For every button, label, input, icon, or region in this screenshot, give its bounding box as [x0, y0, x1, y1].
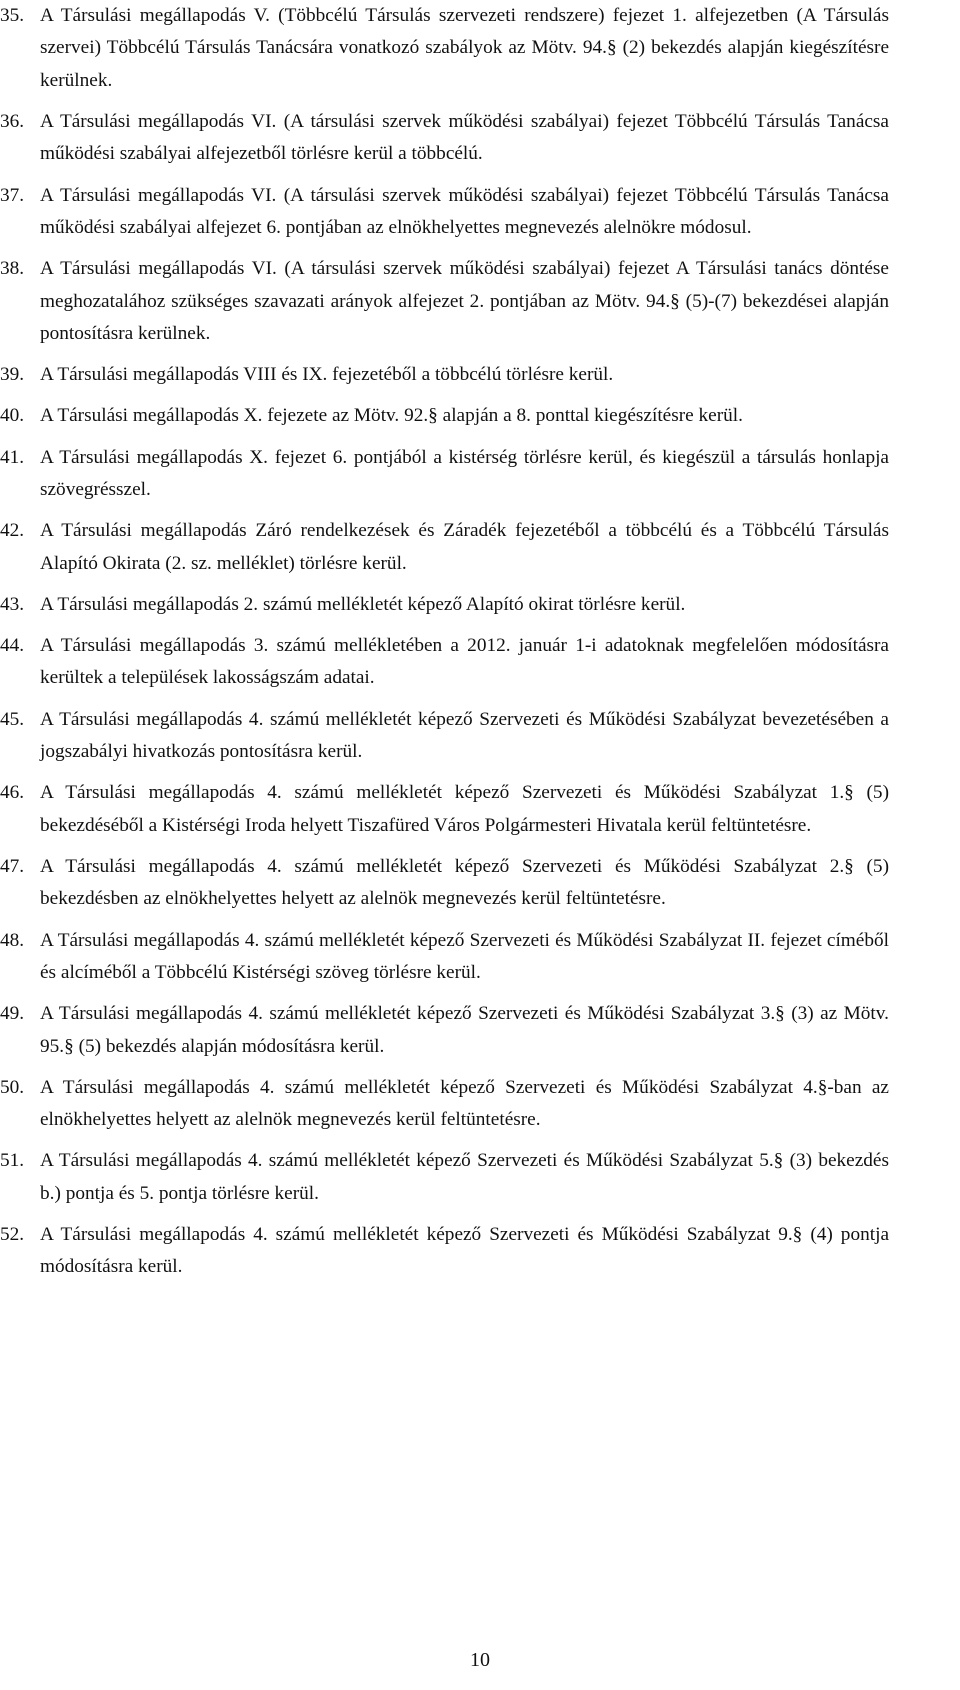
- item-text: A Társulási megállapodás VI. (A társulási szervek működési szabályai) fejezet Többcélú Társulás Tanácsa működési szabályai alfejezet 6. pontjában az elnökhelyettes megnevezés alelnökre módosul.: [40, 184, 889, 239]
- item-text: A Társulási megállapodás V. (Többcélú Társulás szervezeti rendszere) fejezet 1. alfejezetben (A Társulás szervei) Többcélú Társulás Tanácsára vonatkozó szabályok az Mötv. 94.§ (2) bekezdés alapján kiegészítésre kerülnek.: [40, 5, 889, 91]
- list-item: [0, 630, 960, 695]
- item-number: 36.: [0, 111, 25, 133]
- list-item: [0, 1145, 960, 1210]
- item-number: 48.: [0, 929, 25, 951]
- list-item: [0, 180, 960, 245]
- item-text: A Társulási megállapodás VI. (A társulási szervek működési szabályai) fejezet A Társulási tanács döntése meghozatalához szükséges szavazati arányok alfejezet 2. pontjában az Mötv. 94.§ (5)-(7) bekezdései alapján pontosításra kerülnek.: [40, 258, 889, 345]
- item-text: A Társulási megállapodás VIII és IX. fejezetéből a többcélú törlésre kerül.: [40, 364, 614, 386]
- item-text: A Társulási megállapodás X. fejezet 6. pontjából a kistérség törlésre kerül, és kiegészül a társulás honlapja szövegrésszel.: [40, 446, 889, 501]
- list-item: [0, 1219, 960, 1284]
- item-text: A Társulási megállapodás VI. (A társulási szervek működési szabályai) fejezet Többcélú Társulás Tanácsa működési szabályai alfejezetből törlésre kerül a többcélú.: [40, 111, 889, 165]
- item-text: A Társulási megállapodás 4. számú mellékletét képező Szervezeti és Működési Szabályzat 3.§ (3) az Mötv. 95.§ (5) bekezdés alapján módosításra kerül.: [40, 1003, 889, 1057]
- list-item: [0, 925, 960, 990]
- list-item: [0, 704, 960, 769]
- list-item: [0, 0, 960, 97]
- item-number: 52.: [0, 1223, 25, 1245]
- item-number: 50.: [0, 1076, 25, 1098]
- item-number: 49.: [0, 1003, 25, 1025]
- item-number: 46.: [0, 782, 25, 804]
- list-item: [0, 442, 960, 507]
- item-number: 47.: [0, 855, 25, 877]
- item-text: A Társulási megállapodás 4. számú mellékletét képező Szervezeti és Működési Szabályzat 1.§ (5) bekezdéséből a Kistérségi Iroda helyett Tiszafüred Város Polgármesteri Hivatala kerül feltüntetésre.: [40, 782, 889, 836]
- item-text: A Társulási megállapodás 4. számú mellékletét képező Szervezeti és Működési Szabályzat 5.§ (3) bekezdés b.) pontja és 5. pontja törlésre kerül.: [40, 1150, 889, 1204]
- item-number: 51.: [0, 1150, 25, 1172]
- item-number: 38.: [0, 258, 25, 280]
- item-text: A Társulási megállapodás 4. számú mellékletét képező Szervezeti és Működési Szabályzat bevezetésében a jogszabályi hivatkozás pontosításra kerül.: [40, 708, 889, 763]
- item-text: A Társulási megállapodás 4. számú mellékletét képező Szervezeti és Működési Szabályzat II. fejezet címéből és alcíméből a Többcélú Kistérségi szöveg törlésre kerül.: [40, 929, 889, 983]
- item-text: A Társulási megállapodás 2. számú mellékletét képező Alapító okirat törlésre kerül.: [40, 593, 686, 615]
- item-text: A Társulási megállapodás 4. számú mellékletét képező Szervezeti és Működési Szabályzat 9.§ (4) pontja módosításra kerül.: [40, 1223, 889, 1278]
- item-number: 43.: [0, 593, 25, 615]
- item-text: A Társulási megállapodás 4. számú mellékletét képező Szervezeti és Működési Szabályzat 2.§ (5) bekezdésben az elnökhelyettes helyett az alelnök megnevezés kerül feltüntetésre.: [40, 855, 889, 910]
- item-number: 37.: [0, 184, 25, 206]
- item-text: A Társulási megállapodás 3. számú mellékletében a 2012. január 1-i adatoknak megfelelően módosításra kerültek a települések lakosságszám adatai.: [40, 635, 889, 689]
- page-number: 10: [470, 1649, 490, 1671]
- list-item: [0, 106, 960, 171]
- item-text: A Társulási megállapodás Záró rendelkezések és Záradék fejezetéből a többcélú és a Többcélú Társulás Alapító Okirata (2. sz. melléklet) törlésre kerül.: [40, 520, 889, 574]
- list-item: [0, 777, 960, 842]
- list-item: [0, 359, 960, 391]
- item-number: 45.: [0, 708, 25, 730]
- item-number: 41.: [0, 446, 25, 468]
- list-item: [0, 851, 960, 916]
- list-item: [0, 1072, 960, 1137]
- item-number: 35.: [0, 5, 25, 26]
- list-item: [0, 998, 960, 1063]
- item-text: A Társulási megállapodás 4. számú mellékletét képező Szervezeti és Működési Szabályzat 4.§-ban az elnökhelyettes helyett az alelnök megnevezés kerül feltüntetésre.: [40, 1076, 889, 1131]
- list-item: [0, 515, 960, 580]
- item-number: 42.: [0, 520, 25, 542]
- item-number: 40.: [0, 405, 25, 427]
- item-number: 44.: [0, 635, 25, 657]
- list-item: [0, 253, 960, 350]
- list-item: [0, 589, 960, 621]
- item-number: 39.: [0, 364, 25, 386]
- item-text: A Társulási megállapodás X. fejezete az Mötv. 92.§ alapján a 8. ponttal kiegészítésre kerül.: [40, 405, 743, 427]
- list-item: [0, 400, 960, 432]
